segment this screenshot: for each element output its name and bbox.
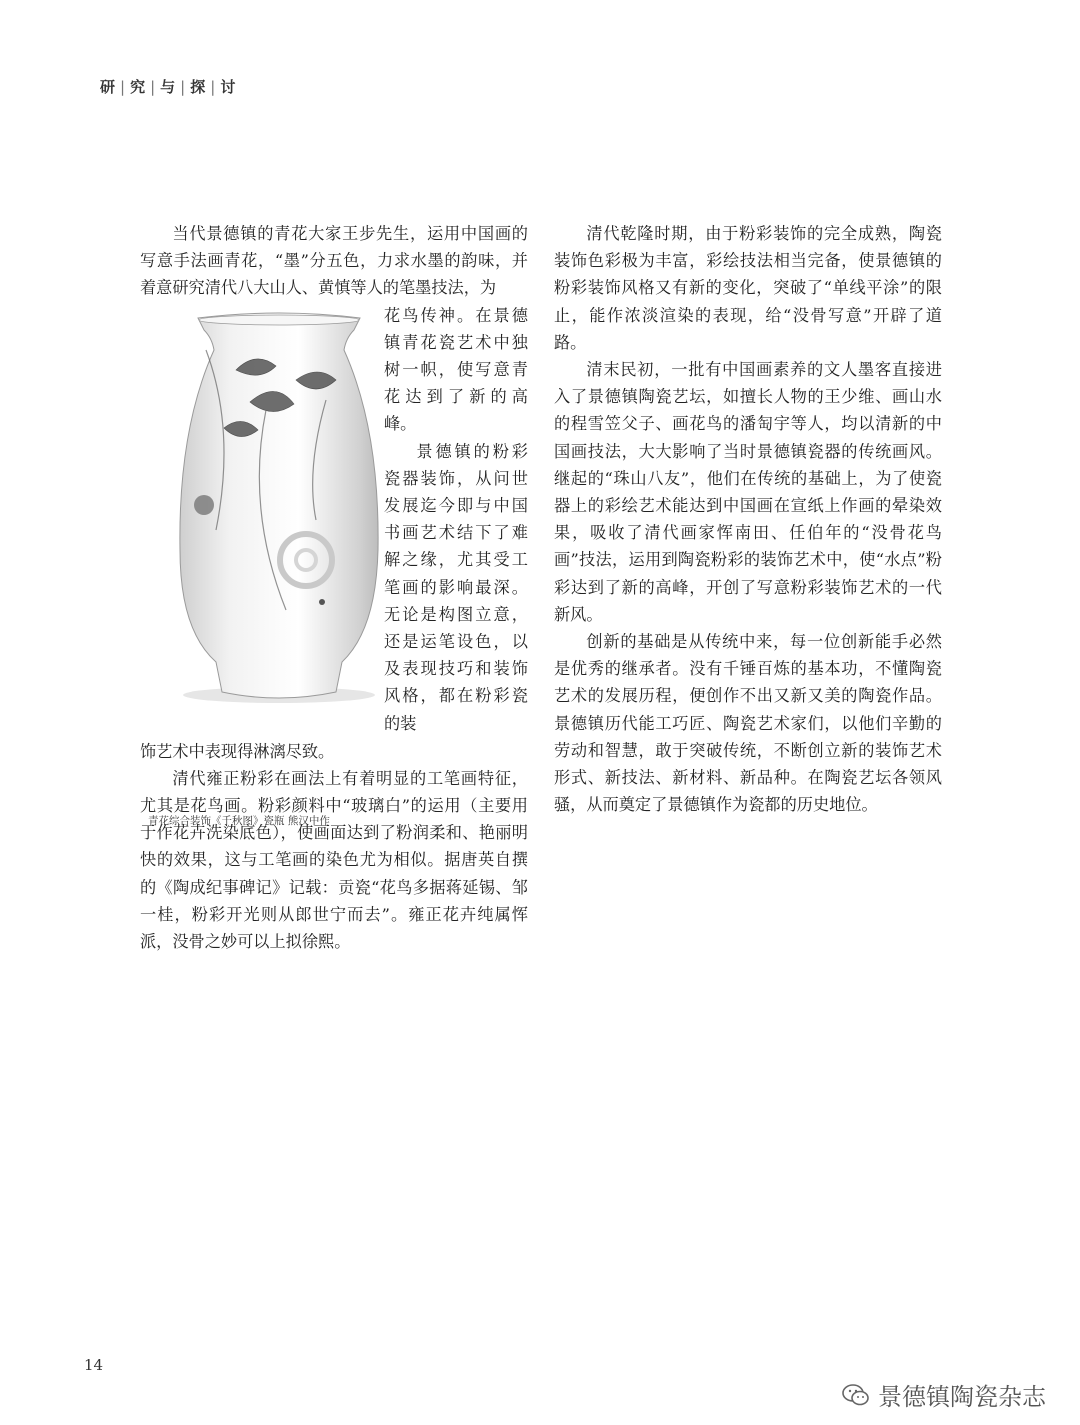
- paragraph: 创新的基础是从传统中来，每一位创新能手必然是优秀的继承者。没有千锤百炼的基本功，不懂陶瓷艺术的发展历程，便创作不出又新又美的陶瓷作品。景德镇历代能工巧匠、陶瓷艺术家们，以他们辛勤的劳动和智慧，敢于突破传统，不断创立新的装饰艺术形式、新技法、新材料、新品种。在陶瓷艺坛各领风骚，从而奠定了景德镇作为瓷都的历史地位。: [554, 632, 942, 815]
- paragraph: 当代景德镇的青花大家王步先生，运用中国画的写意手法画青花，“墨”分五色，力求水墨的韵味，并着意研究清代八大山人、黄慎等人的笔墨技法，为: [140, 224, 528, 298]
- header-char: 与: [160, 78, 178, 96]
- paragraph: 景德镇的粉彩瓷器装饰，从问世发展迄今即与中国书画艺术结下了难解之缘，尤其受工笔画的影响最深。无论是构图立意，还是运笔设色，以及表现技巧和装饰风格，都在粉彩瓷的装: [384, 441, 528, 733]
- paragraph: 清代乾隆时期，由于粉彩装饰的完全成熟，陶瓷装饰色彩极为丰富，彩绘技法相当完备，使景德镇的粉彩装饰风格又有新的变化，突破了“单线平涂”的限止，能作浓淡渲染的表现，给“没骨写意”开辟了道路。: [554, 224, 942, 352]
- header-char: 研: [100, 78, 118, 96]
- page-number: 14: [84, 1356, 104, 1374]
- paragraph: 清代雍正粉彩在画法上有着明显的工笔画特征，尤其是花鸟画。粉彩颜料中“玻璃白”的运用（主要用于作花卉洗染底色），使画面达到了粉润柔和、艳丽明快的效果，这与工笔画的染色尤为相似。据唐英自撰的《陶成纪事碑记》记载：贡瓷“花鸟多据蒋延锡、邹一桂，粉彩开光则从郎世宁而去”。雍正花卉纯属恽派，没骨之妙可以上拟徐熙。: [140, 768, 528, 952]
- figure-caption: 青花综合装饰《千秋图》瓷瓶 熊汉中作: [148, 814, 330, 827]
- section-header: 研 | 究 | 与 | 探 | 讨: [100, 78, 238, 96]
- watermark-text: 景德镇陶瓷杂志: [878, 1383, 1046, 1411]
- header-char: 探: [190, 78, 208, 96]
- right-column: [554, 220, 942, 818]
- paragraph: 饰艺术中表现得淋漓尽致。: [140, 741, 335, 761]
- header-char: 讨: [220, 78, 238, 96]
- wechat-icon: [842, 1383, 870, 1407]
- wrapped-text: [384, 302, 528, 737]
- paragraph: 花鸟传神。在景德镇青花瓷艺术中独树一帜，使写意青花达到了新的高峰。: [384, 305, 528, 434]
- vase-image: [176, 310, 382, 730]
- left-column: [140, 220, 528, 955]
- header-char: 究: [130, 78, 148, 96]
- watermark: [842, 1377, 1046, 1412]
- paragraph: 清末民初，一批有中国画素养的文人墨客直接进入了景德镇陶瓷艺坛，如擅长人物的王少维、画山水的程雪笠父子、画花鸟的潘匋宇等人，均以清新的中国画技法，大大影响了当时景德镇瓷器的传统画风。继起的“珠山八友”，他们在传统的基础上，为了使瓷器上的彩绘艺术能达到中国画在宣纸上作画的晕染效果，吸收了清代画家恽南田、任伯年的“没骨花鸟画”技法，运用到陶瓷粉彩的装饰艺术中，使“水点”粉彩达到了新的高峰，开创了写意粉彩装饰艺术的一代新风。: [554, 360, 942, 624]
